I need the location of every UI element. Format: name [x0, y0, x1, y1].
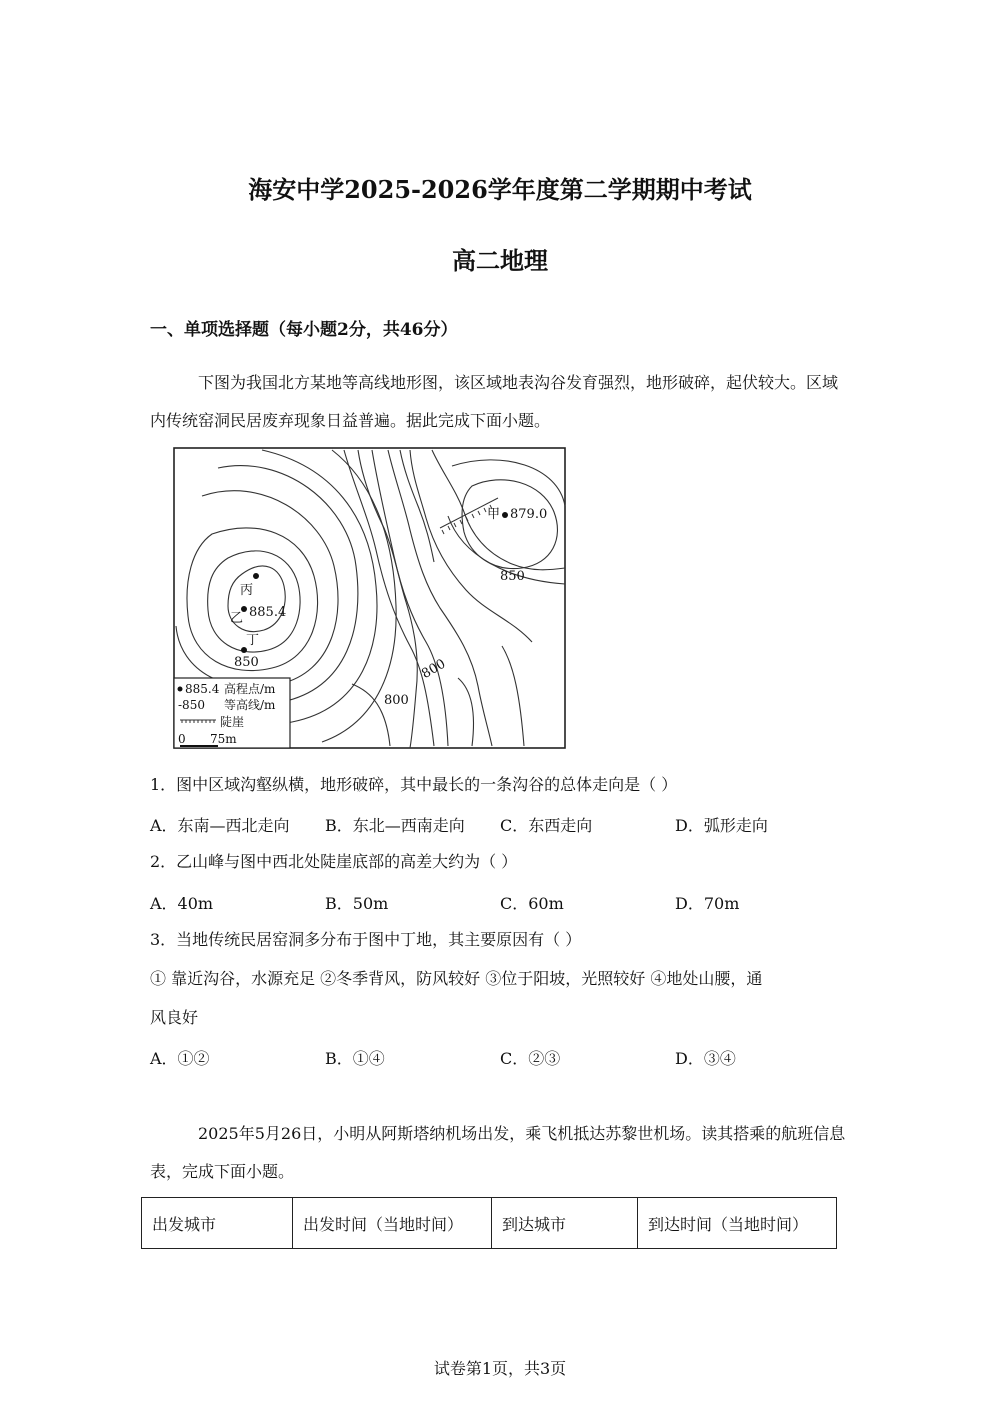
section-heading: 一、单项选择题（每小题2分，共46分）: [150, 320, 458, 340]
q1-option-c[interactable]: C．东西走向: [500, 816, 593, 835]
legend-point-sample: 885.4: [185, 682, 220, 696]
label-yi: 乙: [230, 611, 244, 626]
point-jia: [502, 512, 508, 518]
q3-statements-line2: 风良好: [150, 1008, 199, 1027]
legend-point-label: 高程点/m: [224, 682, 276, 696]
point-bing: [253, 573, 259, 579]
question-1-stem: 1．图中区域沟壑纵横，地形破碎，其中最长的一条沟谷的总体走向是（ ）: [150, 775, 678, 794]
question-group-intro: 下图为我国北方某地等高线地形图，该区域地表沟谷发育强烈，地形破碎，起伏较大。区域内传统窑洞民居废弃现象日益普遍。据此完成下面小题。: [150, 373, 839, 430]
table-header-cell: 到达城市: [492, 1198, 638, 1249]
legend-cliff-label: 陡崖: [220, 715, 245, 729]
q3-option-b[interactable]: B．①④: [325, 1049, 385, 1068]
label-bing: 丙: [240, 583, 254, 598]
label-jia-elevation: 879.0: [510, 507, 548, 522]
q3-option-c[interactable]: C．②③: [500, 1049, 561, 1068]
q2-option-a[interactable]: A．40m: [150, 894, 214, 913]
q1-option-a[interactable]: A．东南—西北走向: [150, 816, 290, 835]
q2-option-c[interactable]: C．60m: [500, 894, 564, 913]
q2-option-d[interactable]: D．70m: [675, 894, 740, 913]
label-ding: 丁: [246, 633, 260, 648]
exam-title: 海安中学2025-2026学年度第二学期期中考试: [248, 175, 752, 204]
legend-scale-value: 75m: [210, 732, 237, 746]
q3-option-a[interactable]: A．①②: [150, 1049, 210, 1068]
map-legend: [174, 678, 290, 748]
subject-title: 高二地理: [452, 246, 548, 275]
table-header-cell: 出发时间（当地时间）: [293, 1198, 492, 1249]
question-3-stem: 3．当地传统民居窑洞多分布于图中丁地，其主要原因有（ ）: [150, 930, 582, 949]
label-yi-elevation: 885.4: [249, 605, 287, 620]
page-footer: 试卷第1页，共3页: [433, 1359, 567, 1378]
legend-scale-zero: 0: [178, 732, 186, 746]
legend-contour-label: 等高线/m: [224, 698, 276, 712]
label-contour-850-right: 850: [500, 569, 525, 584]
table-header-cell: 出发城市: [142, 1198, 293, 1249]
q3-option-d[interactable]: D．③④: [675, 1049, 736, 1068]
q3-statements-line1: ① 靠近沟谷，水源充足 ②冬季背风，防风较好 ③位于阳坡，光照较好 ④地处山腰，通: [150, 969, 763, 988]
table-header-row: [142, 1198, 837, 1249]
question-2-stem: 2．乙山峰与图中西北处陡崖底部的高差大约为（ ）: [150, 852, 518, 871]
label-jia: 甲: [486, 507, 500, 522]
q2-option-b[interactable]: B．50m: [325, 894, 389, 913]
contour-map: [172, 446, 567, 750]
q1-option-b[interactable]: B．东北—西南走向: [325, 816, 465, 835]
label-contour-800-a: 800: [419, 656, 449, 682]
question-group-2-intro: 2025年5月26日，小明从阿斯塔纳机场出发，乘飞机抵达苏黎世机场。读其搭乘的航班信息表，完成下面小题。: [150, 1124, 846, 1181]
q1-option-d[interactable]: D．弧形走向: [675, 816, 768, 835]
table-header-cell: 到达时间（当地时间）: [638, 1198, 837, 1249]
flight-info-table: [141, 1197, 837, 1249]
label-contour-800-b: 800: [384, 693, 409, 708]
legend-contour-sample: -850: [178, 698, 205, 712]
label-contour-850-left: 850: [234, 655, 259, 670]
